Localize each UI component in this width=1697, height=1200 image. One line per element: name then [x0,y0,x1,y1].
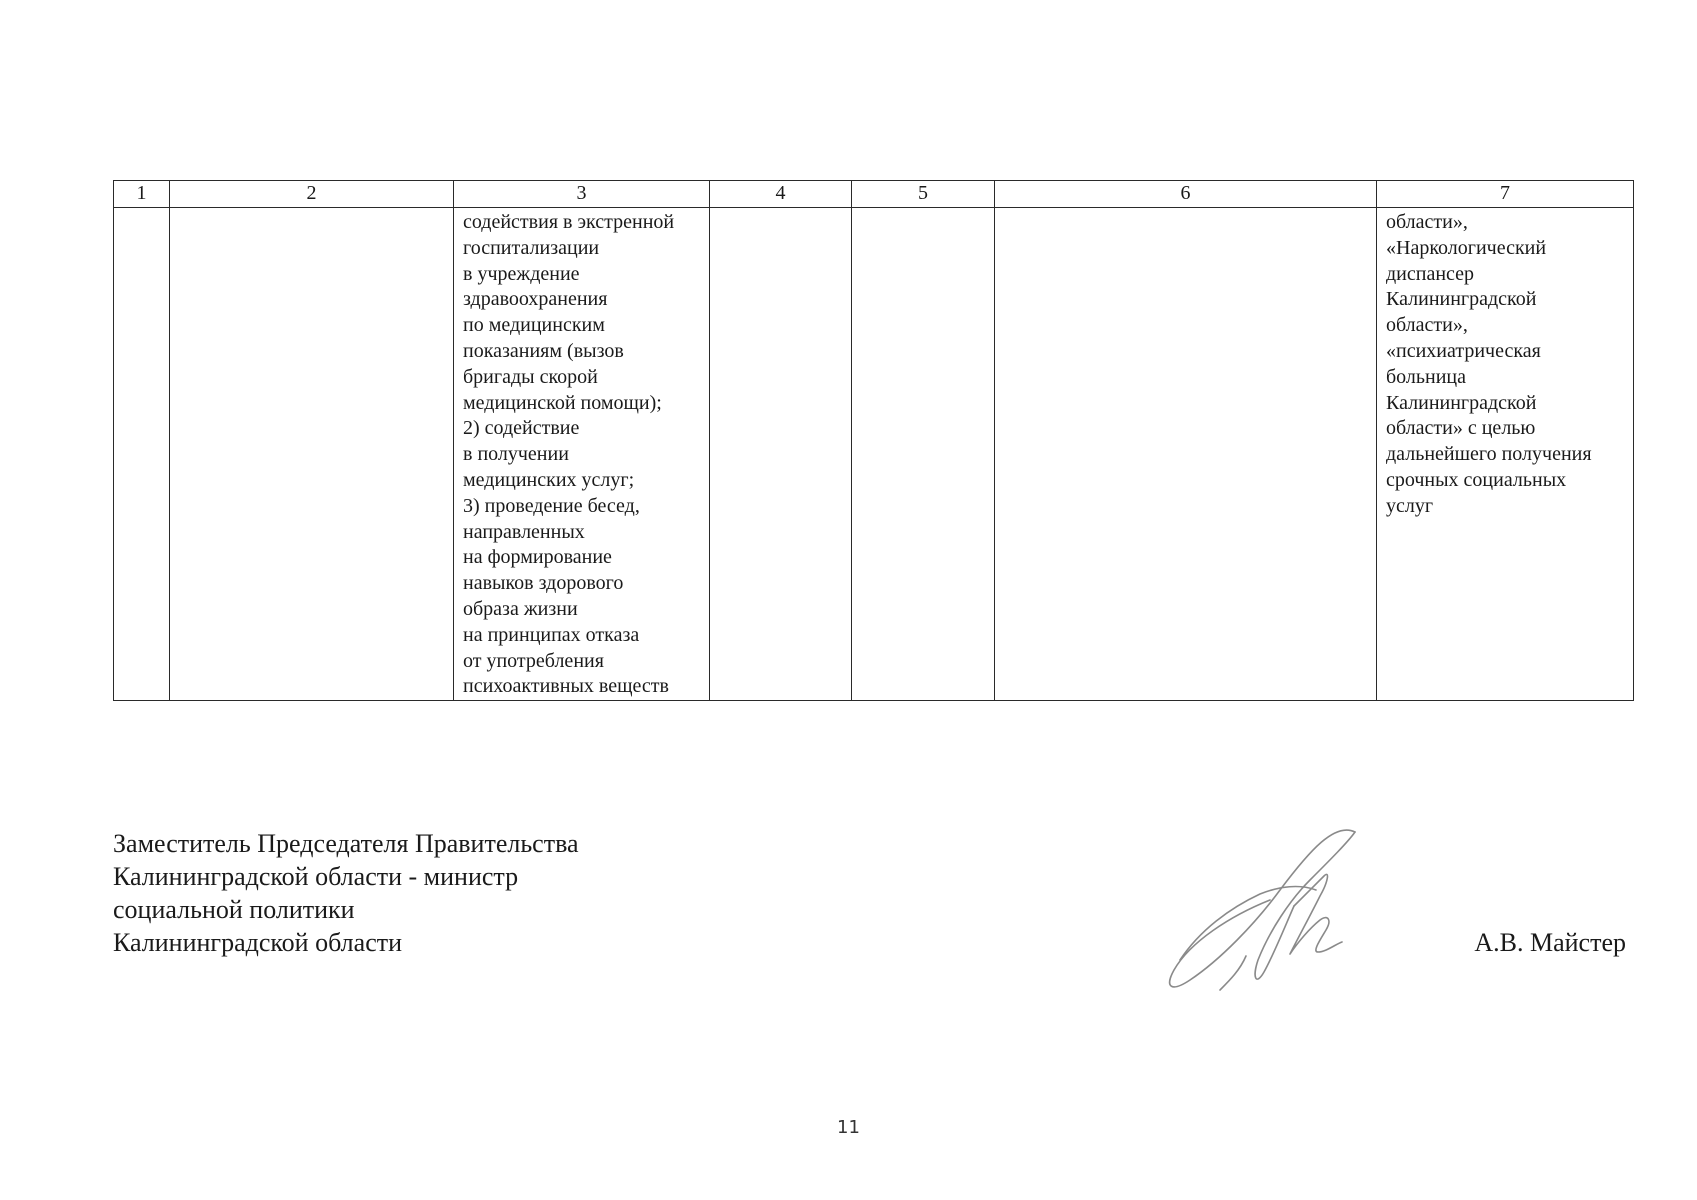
cell-text-line: больница [1386,365,1466,388]
cell-col4 [710,208,852,701]
cell-text-line: 2) содействие [463,417,580,440]
cell-text-line: дальнейшего получения [1386,443,1592,466]
cell-text-line: Калининградской [1386,288,1537,311]
signature-stroke [1170,830,1355,987]
cell-text-line: области» с целью [1386,417,1536,440]
signatory-title-line: Калининградской области [113,928,403,957]
cell-text-line: бригады скорой [463,365,598,388]
cell-text-line: «Наркологический [1386,236,1547,259]
column-header-7: 7 [1377,181,1634,208]
cell-col2 [170,208,454,701]
cell-text-line: медицинской помощи); [463,391,662,414]
column-header-6: 6 [995,181,1377,208]
signatory-title-line: социальной политики [113,895,355,924]
column-header-2: 2 [170,181,454,208]
cell-text-line: медицинских услуг; [463,468,635,491]
signatory-title-line: Заместитель Председателя Правительства [113,829,579,858]
cell-text-line: навыков здорового [463,572,624,595]
cell-text-line: области», [1386,314,1468,337]
cell-text-line: Калининградской [1386,391,1537,414]
cell-text-line: на принципах отказа [463,623,640,646]
cell-text-line: от употребления [463,649,604,672]
signatory-name: А.В. Майстер [1474,928,1626,957]
signature-stroke [1220,956,1246,990]
column-header-3: 3 [454,181,710,208]
signatory-title-line: Калининградской области - министр [113,862,519,891]
cell-text-line: 3) проведение бесед, [463,494,640,517]
cell-text-line: содействия в экстренной [463,211,675,233]
column-header-1: 1 [114,181,170,208]
cell-text-line: области», [1386,211,1468,233]
table-row [114,208,1634,701]
cell-text-line: на формирование [463,546,612,569]
cell-text-line: услуг [1386,494,1434,517]
column-header-4: 4 [710,181,852,208]
cell-text-line: в учреждение [463,262,580,285]
table-header-row [114,181,1634,208]
cell-text-line: срочных социальных [1386,468,1567,491]
cell-text-line: госпитализации [463,236,600,259]
services-table [113,180,1634,701]
cell-text-line: диспансер [1386,262,1475,285]
cell-text-line: психоактивных веществ [463,675,669,698]
cell-col5 [852,208,995,701]
page-number: 11 [837,1117,860,1138]
signatory-title [113,827,579,959]
column-header-5: 5 [852,181,995,208]
cell-col7 [1377,208,1634,701]
cell-text-line: образа жизни [463,597,578,620]
cell-text-line: по медицинским [463,314,605,337]
cell-col3 [454,208,710,701]
cell-text-line: показаниям (вызов [463,339,624,362]
cell-text-line: в получении [463,443,569,466]
cell-text-line: здравоохранения [463,288,608,311]
cell-text-line: «психиатрическая [1386,339,1541,362]
cell-text-line: направленных [463,520,585,543]
handwritten-signature [1160,820,1370,1000]
signature-stroke [1255,832,1355,979]
cell-col1 [114,208,170,701]
cell-col6 [995,208,1377,701]
signature-stroke [1180,887,1316,960]
